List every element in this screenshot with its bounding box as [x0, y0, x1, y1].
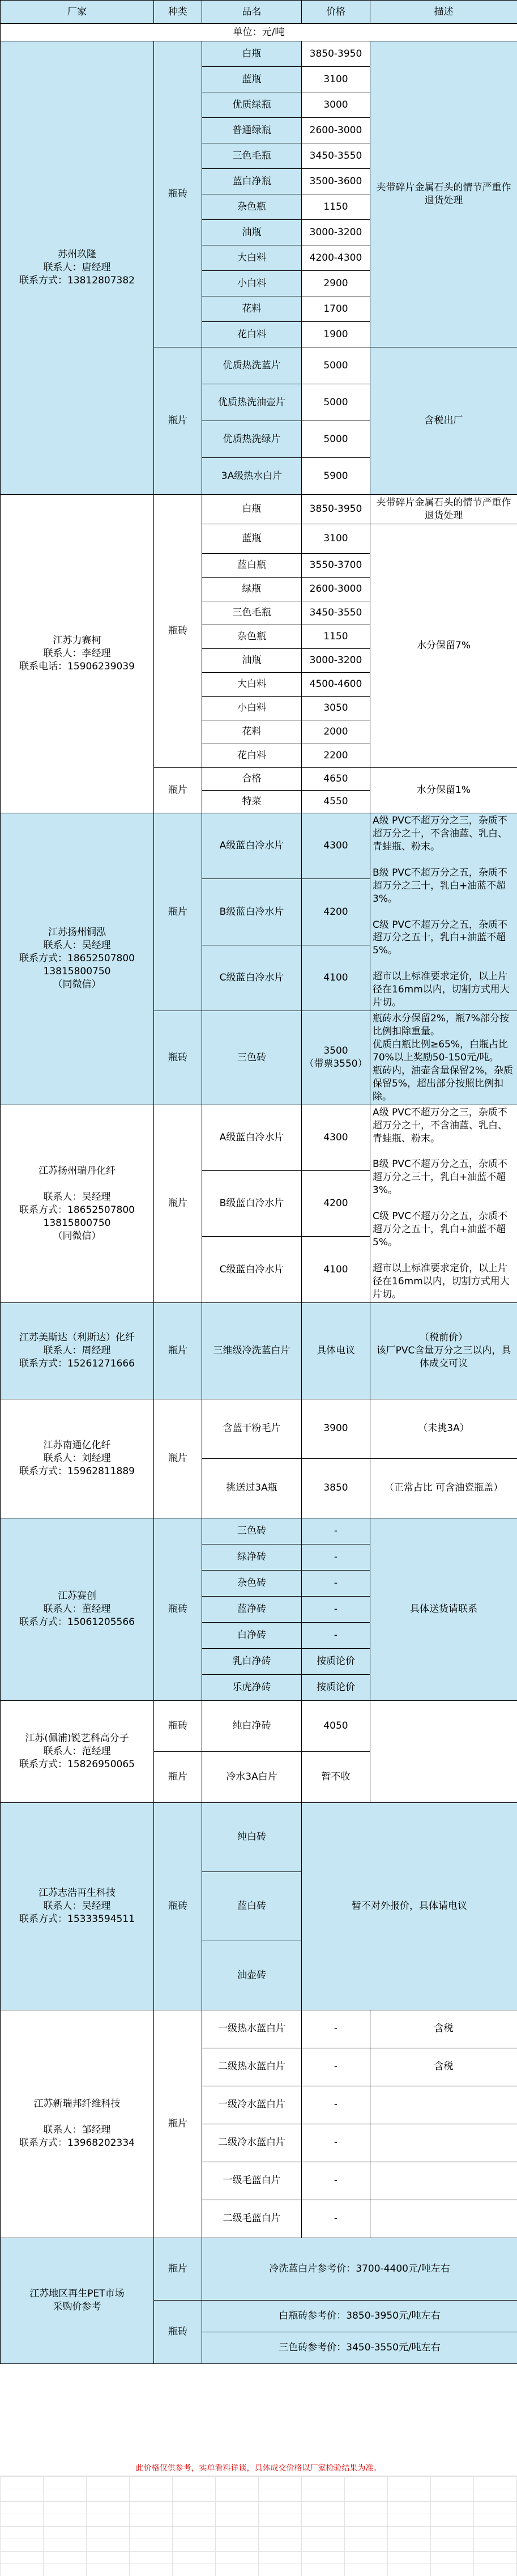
product-name: 3A级热水白片 [202, 458, 302, 495]
product-name: 二级冷水蓝白片 [202, 2124, 302, 2162]
product-name: 挑送过3A瓶 [202, 1458, 302, 1518]
product-name: C级蓝白冷水片 [202, 1237, 302, 1302]
product-price: 2200 [302, 744, 370, 768]
product-name: 乐虎净砖 [202, 1674, 302, 1700]
product-price: 4500-4600 [302, 673, 370, 697]
product-price: 4050 [302, 1700, 370, 1751]
grade-spec-note: A级 PVC不超万分之三，杂质不超万分之十，不含油蓝、乳白、青蛙瓶、粉末。 B级 PVC不超万分之五，杂质不超万分之三十，乳白+油蓝不超3%。 C级 PVC不超万分之五，杂质不超万分之五十，乳白+油蓝不超5%。 超市以上标准要求定价，以上片径在16mm以内，切割方式用大片切。 [370, 1105, 517, 1302]
product-price: 3850-3950 [302, 495, 370, 524]
product-price: 3850 [302, 1458, 370, 1518]
product-price: 5000 [302, 384, 370, 421]
product-price: 4200 [302, 879, 370, 945]
product-price: 3000-3200 [302, 649, 370, 673]
description-cell: 含税 [370, 2010, 517, 2048]
company-cell: 江苏扬州瑞丹化纤 联系人：吴经理 联系方式：18652507800 13815800750 （同微信） [1, 1105, 154, 1302]
product-name: A级蓝白冷水片 [202, 1105, 302, 1170]
header-price: 价格 [302, 1, 370, 24]
category-cell: 瓶砖 [154, 2300, 202, 2363]
product-price: 4550 [302, 791, 370, 813]
description-cell: 含税 [370, 2048, 517, 2086]
header-category: 种类 [154, 1, 202, 24]
reference-price-tricolor-brick: 三色砖参考价：3450-3550元/吨左右 [202, 2332, 517, 2363]
disclaimer: 此价格仅供参考，实单看料详谈，具体成交价格以厂家检验结果为准。 [0, 2461, 517, 2476]
category-cell: 瓶片 [154, 1399, 202, 1518]
product-name: 二级毛蓝白片 [202, 2200, 302, 2238]
product-price: 3500-3600 [302, 169, 370, 194]
product-name: 一级毛蓝白片 [202, 2162, 302, 2200]
category-cell: 瓶片 [154, 768, 202, 813]
header-manufacturer: 厂家 [1, 1, 154, 24]
product-price: - [302, 2124, 370, 2162]
product-price: 4300 [302, 1105, 370, 1170]
description-cell [370, 2162, 517, 2200]
product-name: A级蓝白冷水片 [202, 813, 302, 879]
product-price: - [302, 1570, 370, 1596]
product-name: 纯白净砖 [202, 1700, 302, 1751]
product-name: 蓝瓶 [202, 67, 302, 92]
product-name: 大白料 [202, 673, 302, 697]
product-name: 乳白净砖 [202, 1648, 302, 1674]
product-name: 优质热洗蓝片 [202, 347, 302, 384]
product-name: 三维级冷洗蓝白片 [202, 1302, 302, 1399]
product-price: 3500 （带票3550） [302, 1011, 370, 1105]
company-cell: 苏州玖隆 联系人：唐经理 联系方式：13812807382 [1, 41, 154, 495]
product-name: C级蓝白冷水片 [202, 945, 302, 1011]
header-description: 描述 [370, 1, 517, 24]
product-price: 4100 [302, 1237, 370, 1302]
product-name: 绿瓶 [202, 578, 302, 601]
reference-price-white-brick: 白瓶砖参考价：3850-3950元/吨左右 [202, 2300, 517, 2332]
product-price: 1700 [302, 296, 370, 322]
product-price: 3550-3700 [302, 554, 370, 578]
product-price: 2600-3000 [302, 118, 370, 143]
category-cell: 瓶片 [154, 813, 202, 1011]
category-cell: 瓶片 [154, 1105, 202, 1302]
product-price: 5900 [302, 458, 370, 495]
product-name: 优质绿瓶 [202, 92, 302, 118]
product-price: - [302, 1596, 370, 1622]
header-row [1, 1, 517, 24]
product-name: 花白料 [202, 744, 302, 768]
product-price: 4200 [302, 1170, 370, 1236]
product-name: 蓝净砖 [202, 1596, 302, 1622]
company-cell: 江苏扬州铜泓 联系人：吴经理 联系方式：18652507800 13815800750 （同微信） [1, 813, 154, 1105]
category-cell: 瓶片 [154, 1302, 202, 1399]
product-name: 大白料 [202, 245, 302, 271]
product-price: - [302, 2200, 370, 2238]
product-name: 小白料 [202, 271, 302, 296]
category-cell: 瓶砖 [154, 495, 202, 768]
product-price: 3050 [302, 697, 370, 720]
product-name: 蓝白净瓶 [202, 169, 302, 194]
reference-price-flake: 冷洗蓝白片参考价：3700-4400元/吨左右 [202, 2238, 517, 2300]
company-cell: 江苏赛创 联系人：董经理 联系方式：15061205566 [1, 1518, 154, 1700]
moisture-note: 水分保留7% [370, 524, 517, 768]
product-price: 3100 [302, 67, 370, 92]
product-price: - [302, 2162, 370, 2200]
category-cell: 瓶砖 [154, 1518, 202, 1700]
product-price: 3100 [302, 524, 370, 554]
product-name: 优质热洗绿片 [202, 421, 302, 458]
product-name: 油壶砖 [202, 1941, 302, 2010]
product-name: 花料 [202, 296, 302, 322]
company-cell: 江苏美斯达（利斯达）化纤 联系人：周经理 联系方式：15261271666 [1, 1302, 154, 1399]
product-price: 4100 [302, 945, 370, 1011]
grade-spec-note: A级 PVC不超万分之三，杂质不超万分之十，不含油蓝、乳白、青蛙瓶、粉末。 B级 PVC不超万分之五，杂质不超万分之三十，乳白+油蓝不超3%。 C级 PVC不超万分之五，杂质不超万分之五十，乳白+油蓝不超5%。 超市以上标准要求定价，以上片径在16mm以内，切割方式用大片切。 [370, 813, 517, 1011]
product-price: 暂不收 [302, 1751, 370, 1802]
product-price: 4200-4300 [302, 245, 370, 271]
category-cell: 瓶片 [154, 2010, 202, 2238]
product-name: 花白料 [202, 322, 302, 347]
product-price: 1150 [302, 625, 370, 649]
description-cell: （税前价） 该厂PVC含量万分之三以内，具体成交可议 [370, 1302, 517, 1399]
category-cell: 瓶片 [154, 2238, 202, 2300]
product-name: 纯白砖 [202, 1802, 302, 1871]
product-name: 三色毛瓶 [202, 601, 302, 625]
product-price: - [302, 2010, 370, 2048]
description-cell [370, 2124, 517, 2162]
moisture-note: 水分保留1% [370, 768, 517, 813]
product-price: 3450-3550 [302, 143, 370, 169]
brick-spec-note: 瓶砖水分保留2%，瓶7%部分按比例扣除重量。 优质白瓶比例≥65%，白瓶占比70%以上奖励50-150元/吨。 瓶砖内，油壶含量保留2%，杂质保留5%，超出部分按照比例扣除。 [370, 1011, 517, 1105]
product-name: 三色砖 [202, 1011, 302, 1105]
description-cell: 夹带碎片金属石头的情节严重作退货处理 [370, 495, 517, 524]
product-price: 1150 [302, 194, 370, 220]
product-name: 绿净砖 [202, 1544, 302, 1570]
product-name: 白瓶 [202, 41, 302, 67]
product-name: 冷水3A白片 [202, 1751, 302, 1802]
product-name: 普通绿瓶 [202, 118, 302, 143]
product-price: 3000-3200 [302, 220, 370, 245]
product-price: 3900 [302, 1399, 370, 1458]
unit-row [1, 24, 517, 41]
category-cell: 瓶片 [154, 347, 202, 495]
category-cell: 瓶砖 [154, 41, 202, 347]
product-price: - [302, 1518, 370, 1544]
description-cell [370, 1700, 517, 1802]
product-price: 具体电议 [302, 1302, 370, 1399]
product-name: 白瓶 [202, 495, 302, 524]
description-cell: 含税出厂 [370, 347, 517, 495]
product-price: 5000 [302, 421, 370, 458]
product-name: 优质热洗油壶片 [202, 384, 302, 421]
product-price: 2900 [302, 271, 370, 296]
product-name: 蓝白瓶 [202, 554, 302, 578]
product-name: 含蓝干粉毛片 [202, 1399, 302, 1458]
category-cell: 瓶片 [154, 1751, 202, 1802]
product-price: 4650 [302, 768, 370, 791]
category-cell: 瓶砖 [154, 1011, 202, 1105]
category-cell: 瓶砖 [154, 1700, 202, 1751]
product-name: 白净砖 [202, 1622, 302, 1648]
product-price: 1900 [302, 322, 370, 347]
description-cell: 暂不对外报价，具体请电议 [302, 1802, 517, 2010]
product-name: 二级热水蓝白片 [202, 2048, 302, 2086]
product-price: 3450-3550 [302, 601, 370, 625]
product-name: 特菜 [202, 791, 302, 813]
product-name: 小白料 [202, 697, 302, 720]
product-name: 杂色瓶 [202, 625, 302, 649]
company-cell: 江苏志浩再生科技 联系人：吴经理 联系方式：15333594511 [1, 1802, 154, 2010]
company-cell: 江苏新瑞邦纤维科技 联系人：邹经理 联系方式：13968202334 [1, 2010, 154, 2238]
product-name: B级蓝白冷水片 [202, 879, 302, 945]
product-price: - [302, 1622, 370, 1648]
product-price: 按质论价 [302, 1648, 370, 1674]
empty-spreadsheet-grid [0, 2476, 517, 2576]
product-name: 油瓶 [202, 220, 302, 245]
product-name: 三色砖 [202, 1518, 302, 1544]
company-cell: 江苏力赛柯 联系人：李经理 联系电话：15906239039 [1, 495, 154, 813]
product-price: 4300 [302, 813, 370, 879]
company-cell: 江苏地区再生PET市场 采购价参考 [1, 2238, 154, 2363]
unit-label: 单位：元/吨 [1, 24, 517, 41]
category-cell: 瓶砖 [154, 1802, 202, 2010]
product-price: 3850-3950 [302, 41, 370, 67]
product-name: 油瓶 [202, 649, 302, 673]
product-name: 合格 [202, 768, 302, 791]
product-name: 蓝白砖 [202, 1871, 302, 1941]
product-price: 3000 [302, 92, 370, 118]
product-price: - [302, 1544, 370, 1570]
product-price: - [302, 2048, 370, 2086]
product-name: 一级热水蓝白片 [202, 2010, 302, 2048]
product-name: 蓝瓶 [202, 524, 302, 554]
product-name: B级蓝白冷水片 [202, 1170, 302, 1236]
header-product: 品名 [202, 1, 302, 24]
product-price: 5000 [302, 347, 370, 384]
description-cell: 具体送货请联系 [370, 1518, 517, 1700]
product-name: 一级冷水蓝白片 [202, 2086, 302, 2124]
description-cell [370, 2086, 517, 2124]
description-cell: 夹带碎片金属石头的情节严重作退货处理 [370, 41, 517, 347]
product-price: - [302, 2086, 370, 2124]
company-cell: 江苏南通亿化纤 联系人：刘经理 联系方式：15962811889 [1, 1399, 154, 1518]
description-cell [370, 2200, 517, 2238]
product-name: 三色毛瓶 [202, 143, 302, 169]
product-price: 2000 [302, 720, 370, 744]
description-cell: （未挑3A） [370, 1399, 517, 1458]
product-name: 花料 [202, 720, 302, 744]
company-cell: 江苏(佩浦)锐艺科高分子 联系人：范经理 联系方式：15826950065 [1, 1700, 154, 1802]
product-price: 2600-3000 [302, 578, 370, 601]
product-price: 按质论价 [302, 1674, 370, 1700]
product-name: 杂色瓶 [202, 194, 302, 220]
description-cell: （正常占比 可含油瓷瓶盖） [370, 1458, 517, 1518]
product-name: 杂色砖 [202, 1570, 302, 1596]
